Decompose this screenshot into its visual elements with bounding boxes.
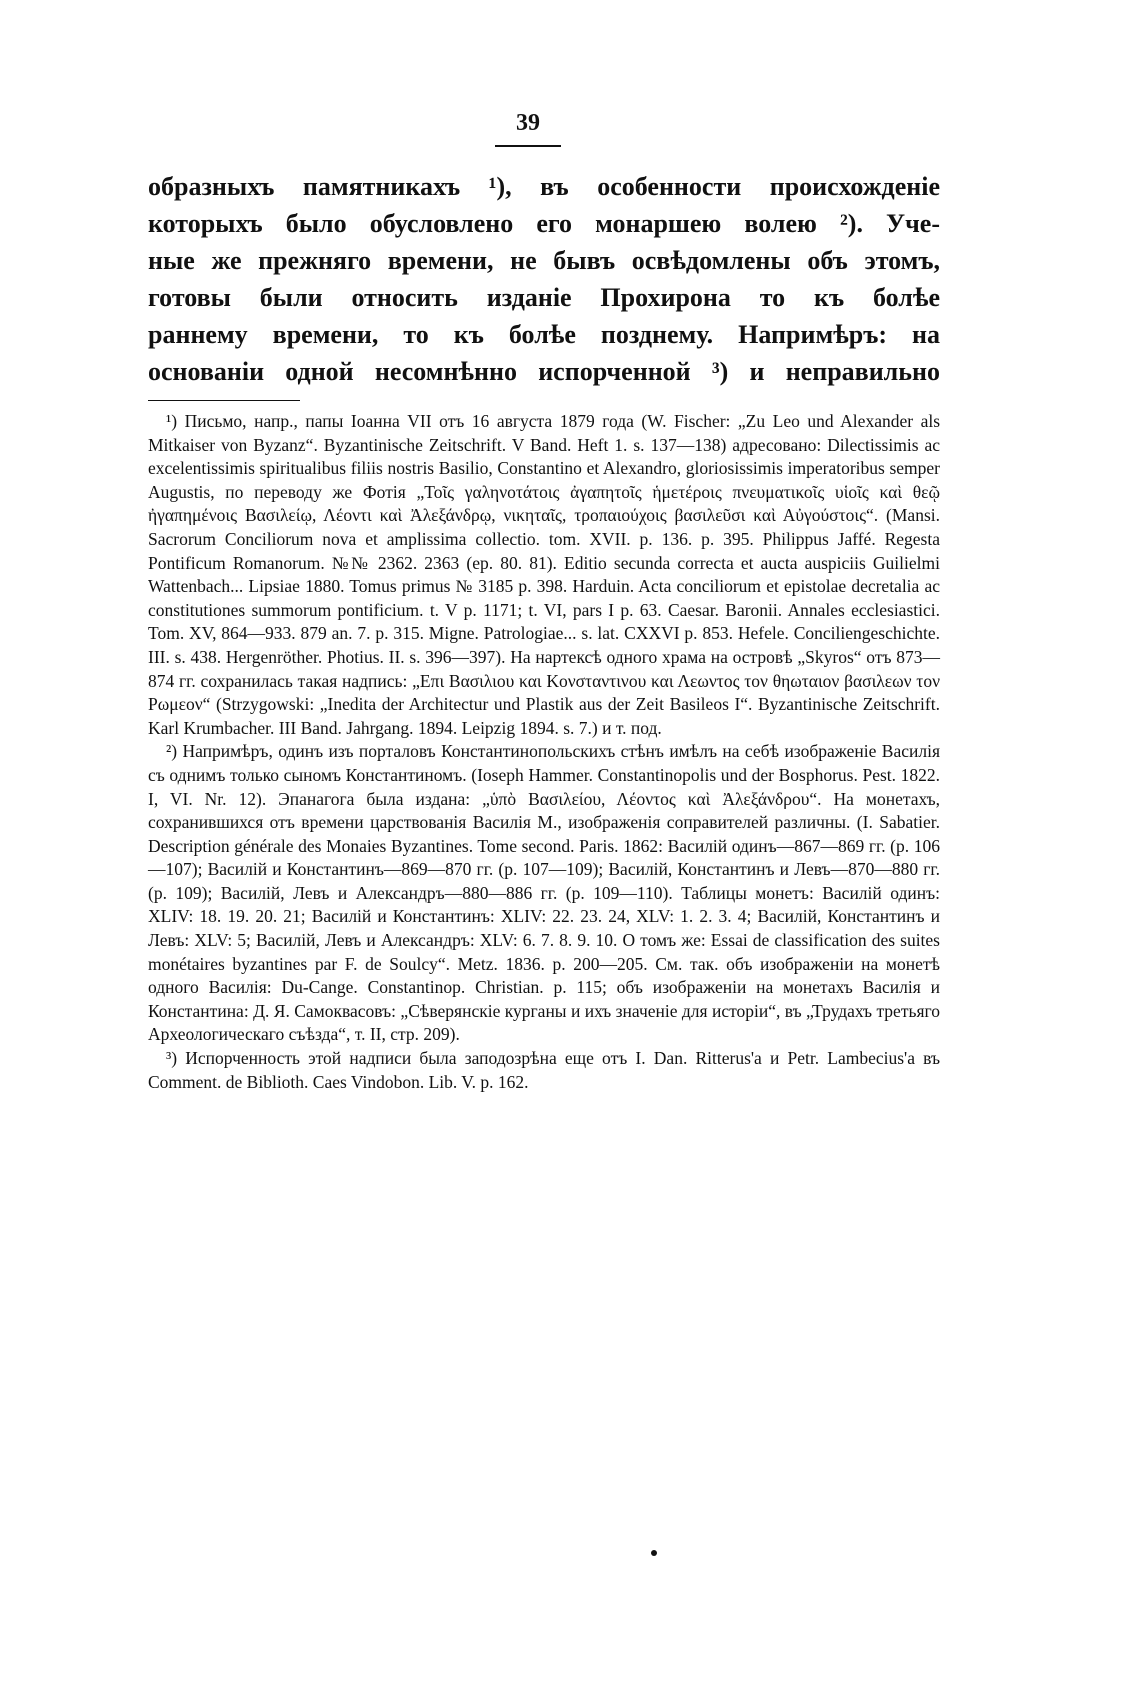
page-number: 39 xyxy=(516,110,540,136)
footnote-1 xyxy=(148,410,940,740)
main-text xyxy=(148,168,940,390)
main-text-line: готовы были относить изданіе Прохирона то къ болѣе xyxy=(148,283,940,312)
footnote-3 xyxy=(148,1047,940,1094)
page-number-rule xyxy=(495,145,561,147)
footnote-marker: ²) xyxy=(166,741,178,762)
footnote-text: Испорченность этой надписи была заподозрѣна еще отъ I. Dan. Ritterus'a и Petr. Lambecius'a въ Comment. de Biblioth. Caes Vindobon. Lib. V. p. 162. xyxy=(148,1048,941,1092)
footnote-separator xyxy=(148,400,300,401)
footnote-text: Напримѣръ, одинъ изъ порталовъ Константинопольскихъ стѣнъ имѣлъ на себѣ изображеніе Василія съ однимъ только сыномъ Константиномъ. (Ioseph Hammer. Constantinopolis und der Bosphorus. Pest. 1822. I, VI. Nr. 12). Эпанагога была издана: „ὑπὸ Βασιλείου, Λέοντος καὶ Ἀλεξάνδρου“. На монетахъ, сохранившихся отъ времени царствованія Василія М., изображенія соправителей различны. (I. Sabatier. Description générale des Monaies Byzantines. Tome second. Paris. 1862: Василій одинъ—867—869 гг. (p. 106—107); Василій и Константинъ—869—870 гг. (p. 107—109); Василій, Константинъ и Левъ—870—880 гг. (p. 109); Василій, Левъ и Александръ—880—886 гг. (p. 109—110). Таблицы монетъ: Василій одинъ: XLIV: 18. 19. 20. 21; Василій и Константинъ: XLIV: 22. 23. 24, XLV: 1. 2. 3. 4; Василій, Константинъ и Левъ: XLV: 5; Василій, Левъ и Александръ: XLV: 6. 7. 8. 9. 10. О томъ же: Essai de classification des suites monétaires byzantines par F. de Soulcy“. Metz. 1836. p. 200—205. См. так. объ изображеніи на монетѣ одного Василія: Du-Cange. Constantinop. Christian. p. 115; объ изображеніи на монетахъ Василія и Константина: Д. Я. Самоквасовъ: „Сѣверянскіе курганы и ихъ значеніе для исторіи“, въ „Трудахъ третьяго Археологическаго съѣзда“, т. II, стр. 209). xyxy=(148,741,940,1045)
footnotes xyxy=(148,410,940,1094)
footnote-marker: ¹) xyxy=(166,411,178,431)
main-text-line: основаніи одной несомнѣнно испорченной ³) и неправильно xyxy=(148,357,940,386)
footnote-text: Письмо, напр., папы Іоанна VII отъ 16 августа 1879 года (W. Fischer: „Zu Leo und Alexander als Mitkaiser von Byzanz“. Byzantinische Zeitschrift. V Band. Heft 1. s. 137—138) адресовано: Dilectissimis ac excelentissimis spiritualibus filiis nostris Basilio, Constantino et Alexandro, gloriosissimis imperatoribus semper Augustis, по переводу же Фотія „Τοῖς γαληνοτάτοις ἀγαπητοῖς ἡμετέροις πνευματικοῖς υἱοῖς καὶ θεῷ ἠγαπημένοις Βασιλείῳ, Λέοντι καὶ Ἀλεξάνδρῳ, νικηταῖς, τροπαιούχοις βασιλεῦσι καὶ Αὐγούστοις“. (Mansi. Sacrorum Conciliorum nova et amplissima collectio. tom. XVII. p. 136. p. 395. Philippus Jaffé. Regesta Pontificum Romanorum. №№ 2362. 2363 (ep. 80. 81). Editio secunda correcta et aucta auspiciis Guilielmi Wattenbach... Lipsiae 1880. Tomus primus № 3185 p. 398. Harduin. Acta conciliorum et epistolae decretalia ac constitutiones summorum pontificium. t. V p. 1171; t. VI, pars I p. 63. Caesar. Baronii. Annales ecclesiastici. Tom. XV, 864—933. 879 an. 7. p. 315. Migne. Patrologiae... s. lat. CXXVI p. 853. Hefele. Conciliengeschichte. III. s. 438. Hergenröther. Photius. II. s. 396—397). На нартексѣ одного храма на островѣ „Skyros“ отъ 873—874 гг. сохранилась такая надпись: „Επι Βασιλιου και Κονσταντινου και Λεωντος τον θηωταιον βασιλεων τον Ρωμεον“ (Strzygowski: „Inedita der Architectur und Plastik aus der Zeit Basileos I“. Byzantinische Zeitschrift. Karl Krumbacher. III Band. Jahrgang. 1894. Leipzig 1894. s. 7.) и т. под. xyxy=(148,411,941,738)
main-text-line: раннему времени, то къ болѣе позднему. Напримѣръ: на xyxy=(148,320,940,349)
main-text-line: которыхъ было обусловлено его монаршею волею ²). Уче- xyxy=(148,209,940,238)
main-text-line: образныхъ памятникахъ ¹), въ особенности происхожденіе xyxy=(148,172,940,201)
footnote-2 xyxy=(148,740,940,1047)
main-text-line: ные же прежняго времени, не бывъ освѣдомлены объ этомъ, xyxy=(148,246,940,275)
footnote-marker: ³) xyxy=(166,1048,178,1069)
decorative-dot xyxy=(651,1550,657,1556)
